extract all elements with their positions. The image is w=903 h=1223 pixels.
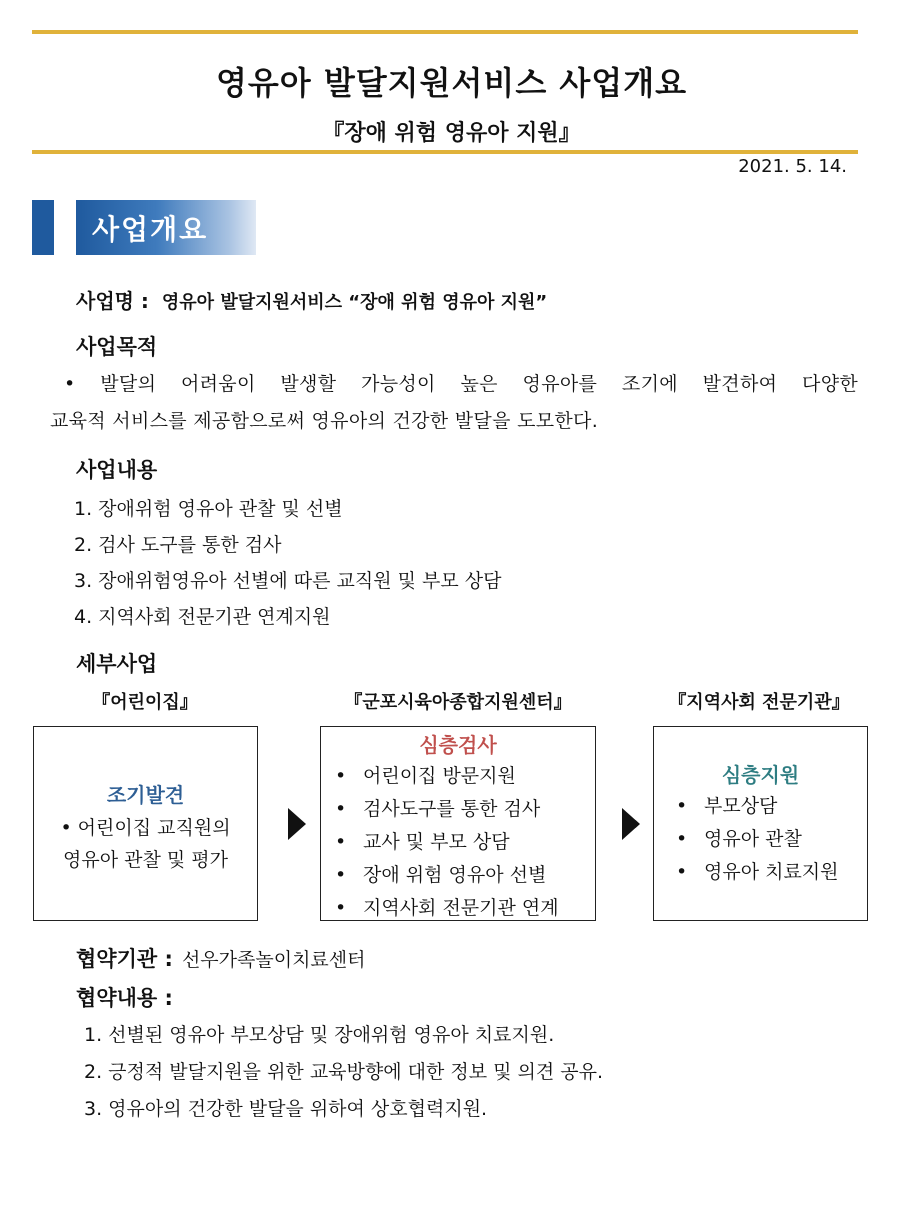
section-marker-bar xyxy=(32,200,54,255)
box-title-deep-test: 심층검사 xyxy=(419,733,497,757)
early-detection-line: • 어린이집 교직원의 xyxy=(60,817,231,839)
business-name xyxy=(76,285,547,314)
box-title-deep-support: 심층지원 xyxy=(721,763,800,787)
agreement-item: 1. 선별된 영유아 부모상담 및 장애위험 영유아 치료지원. xyxy=(84,1024,555,1046)
purpose-heading: 사업목적 xyxy=(76,335,158,359)
purpose-line-1: • 발달의 어려움이 발생할 가능성이 높은 영유아를 조기에 발견하여 다양한 xyxy=(64,373,858,395)
list-item: • 검사도구를 통한 검사 xyxy=(335,793,595,826)
box-early-detection xyxy=(33,726,258,921)
bullet-icon: • xyxy=(335,864,347,886)
content-heading: 사업내용 xyxy=(76,458,158,482)
column-head-center: 『군포시육아종합지원센터』 xyxy=(344,692,572,713)
content-item: 2. 검사 도구를 통한 검사 xyxy=(74,534,282,556)
business-name-value: 영유아 발달지원서비스 “장애 위험 영유아 지원” xyxy=(161,292,548,313)
top-gold-rule xyxy=(32,30,858,34)
bullet-icon: • xyxy=(676,861,688,883)
list-item: • 장애 위험 영유아 선별 xyxy=(335,859,595,892)
section-title: 사업개요 xyxy=(92,213,209,246)
agreement-org-value: 선우가족놀이치료센터 xyxy=(181,949,366,971)
content-item: 1. 장애위험 영유아 관찰 및 선별 xyxy=(74,498,343,520)
early-detection-line: 영유아 관찰 및 평가 xyxy=(63,849,228,871)
list-item: • 지역사회 전문기관 연계 xyxy=(335,892,595,925)
list-item: • 부모상담 xyxy=(676,790,867,823)
bullet-icon: • xyxy=(335,765,347,787)
bottom-gold-rule xyxy=(32,150,858,154)
purpose-paragraph xyxy=(50,366,858,440)
bullet-icon: • xyxy=(335,897,347,919)
list-item: • 영유아 관찰 xyxy=(676,823,867,856)
bullet-icon: • xyxy=(676,828,688,850)
agreement-item: 3. 영유아의 건강한 발달을 위하여 상호협력지원. xyxy=(84,1098,488,1120)
content-item: 3. 장애위험영유아 선별에 따른 교직원 및 부모 상담 xyxy=(74,570,502,592)
column-head-agency: 『지역사회 전문기관』 xyxy=(668,692,850,713)
detail-heading: 세부사업 xyxy=(76,652,158,676)
purpose-line-2: 교육적 서비스를 제공함으로써 영유아의 건강한 발달을 도모한다. xyxy=(50,410,599,432)
triangle-right-icon xyxy=(288,808,306,840)
list-item: • 어린이집 방문지원 xyxy=(335,760,595,793)
bullet-icon: • xyxy=(676,795,688,817)
document-date: 2021. 5. 14. xyxy=(738,156,847,177)
agreement-org xyxy=(76,943,366,973)
bullet-icon: • xyxy=(335,798,347,820)
agreement-item: 2. 긍정적 발달지원을 위한 교육방향에 대한 정보 및 의견 공유. xyxy=(84,1061,604,1083)
column-head-daycare: 『어린이집』 xyxy=(92,692,198,713)
box-deep-test xyxy=(320,726,596,921)
agreement-org-label: 협약기관 : xyxy=(76,947,173,971)
list-item: • 교사 및 부모 상담 xyxy=(335,826,595,859)
page-subtitle: 『장애 위험 영유아 지원』 xyxy=(322,121,581,146)
box-title-early-detection: 조기발견 xyxy=(106,783,185,807)
box-deep-support xyxy=(653,726,868,921)
list-item: • 영유아 치료지원 xyxy=(676,856,867,889)
page-title: 영유아 발달지원서비스 사업개요 xyxy=(215,64,688,102)
business-name-label: 사업명 : xyxy=(76,289,149,313)
triangle-right-icon xyxy=(622,808,640,840)
agreement-content-heading: 협약내용 : xyxy=(76,986,173,1010)
bullet-icon: • xyxy=(335,831,347,853)
content-item: 4. 지역사회 전문기관 연계지원 xyxy=(74,606,331,628)
